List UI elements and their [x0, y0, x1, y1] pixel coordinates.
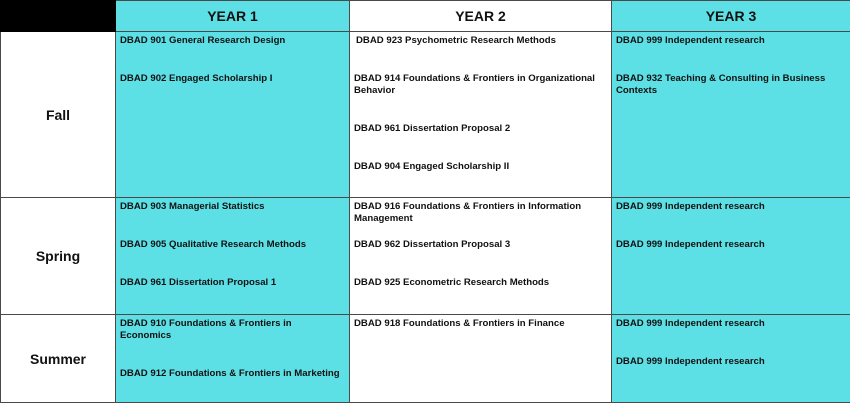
header-year-3: YEAR 3	[612, 1, 850, 32]
row-fall	[1, 32, 850, 198]
term-label-spring: Spring	[1, 198, 116, 315]
header-row	[1, 1, 850, 32]
cell-summer-year-2	[350, 315, 612, 403]
course-entry: DBAD 902 Engaged Scholarship I	[120, 73, 345, 85]
header-year-2: YEAR 2	[350, 1, 612, 32]
course-entry: DBAD 999 Independent research	[616, 201, 846, 213]
course-entry: DBAD 903 Managerial Statistics	[120, 201, 345, 213]
cell-summer-year-1	[116, 315, 350, 403]
term-label-fall: Fall	[1, 32, 116, 198]
course-entry: DBAD 999 Independent research	[616, 356, 846, 368]
corner-cell	[1, 1, 116, 32]
course-entry: DBAD 932 Teaching & Consulting in Business Contexts	[616, 73, 846, 97]
course-entry: DBAD 999 Independent research	[616, 239, 846, 251]
course-entry: DBAD 925 Econometric Research Methods	[354, 277, 607, 289]
course-entry: DBAD 905 Qualitative Research Methods	[120, 239, 345, 251]
cell-fall-year-1	[116, 32, 350, 198]
row-spring	[1, 198, 850, 315]
course-entry: DBAD 923 Psychometric Research Methods	[354, 35, 607, 47]
course-entry: DBAD 914 Foundations & Frontiers in Organizational Behavior	[354, 73, 607, 97]
cell-fall-year-3	[612, 32, 850, 198]
course-entry: DBAD 910 Foundations & Frontiers in Economics	[120, 318, 345, 342]
course-entry: DBAD 916 Foundations & Frontiers in Information Management	[354, 201, 607, 225]
row-summer	[1, 315, 850, 403]
cell-summer-year-3	[612, 315, 850, 403]
course-entry: DBAD 918 Foundations & Frontiers in Finance	[354, 318, 607, 330]
header-year-1: YEAR 1	[116, 1, 350, 32]
cell-spring-year-2	[350, 198, 612, 315]
cell-spring-year-1	[116, 198, 350, 315]
course-entry: DBAD 999 Independent research	[616, 35, 846, 47]
course-entry: DBAD 961 Dissertation Proposal 1	[120, 277, 345, 289]
term-label-summer: Summer	[1, 315, 116, 403]
cell-fall-year-2	[350, 32, 612, 198]
course-entry: DBAD 962 Dissertation Proposal 3	[354, 239, 607, 251]
course-entry: DBAD 999 Independent research	[616, 318, 846, 330]
course-entry: DBAD 961 Dissertation Proposal 2	[354, 123, 607, 135]
course-entry: DBAD 912 Foundations & Frontiers in Marketing	[120, 368, 345, 380]
cell-spring-year-3	[612, 198, 850, 315]
course-entry: DBAD 904 Engaged Scholarship II	[354, 161, 607, 173]
course-entry: DBAD 901 General Research Design	[120, 35, 345, 47]
